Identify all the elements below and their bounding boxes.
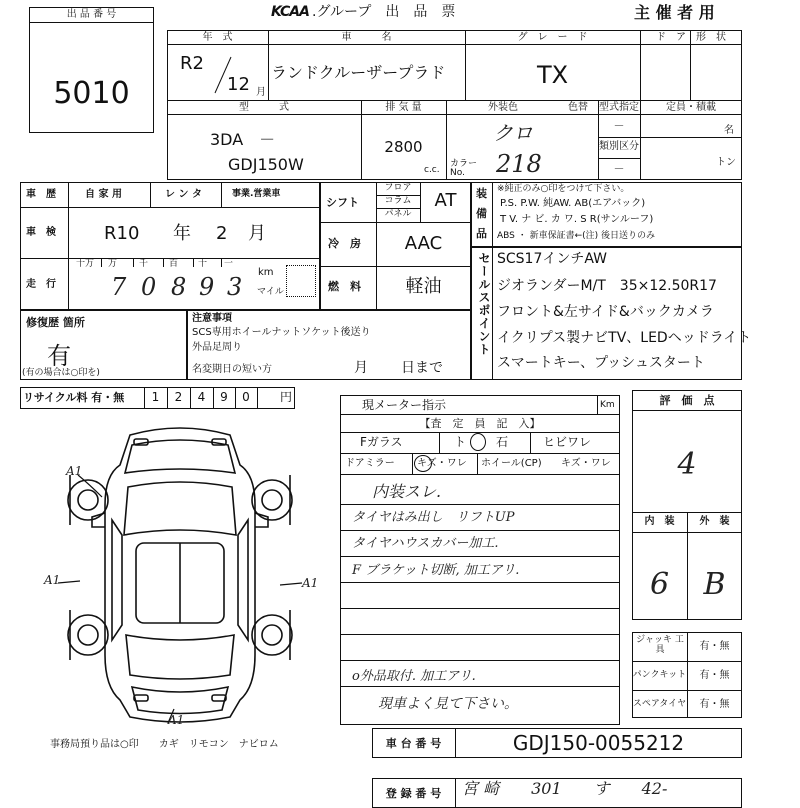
history-rental: レ ン タ	[165, 189, 202, 200]
car-name: ランドクルーザープラド	[271, 63, 446, 82]
inspector-title: 【査 定 員 記 入】	[419, 417, 541, 430]
remark-line: 内装スレ.	[372, 482, 442, 501]
mileage-digit: 3	[227, 273, 243, 301]
shaken-year-mark: 年	[173, 223, 191, 244]
lot-number: 5010	[53, 76, 130, 111]
class-label: 類別区分	[599, 141, 639, 152]
digit-label: 千	[139, 259, 149, 269]
history-label: 車 歴	[26, 189, 56, 200]
exterior-score: B	[703, 567, 726, 602]
remark-line: タイヤはみ出し リフトUP	[352, 510, 515, 525]
displacement-label: 排 気 量	[385, 102, 422, 113]
sales-point-item: イクリプス製ナビTV、LEDヘッドライト	[497, 330, 752, 346]
organizer-label: 主 催 者 用	[634, 3, 715, 22]
equipment-note: ※純正のみ○印をつけて下さい。	[497, 184, 630, 194]
history-business: 事業.営業車	[232, 189, 281, 199]
ac-label: 冷 房	[328, 237, 361, 250]
remark-line: o外品取付. 加工アリ.	[352, 669, 476, 684]
notes-month-mark: 月	[354, 360, 368, 376]
equipment-line-1: P.S. P.W. 純AW. AB(エアバック)	[500, 198, 646, 209]
mirror-circle-mark	[414, 455, 432, 472]
model-prefix: 3DA －	[210, 130, 276, 149]
exterior-color: クロ	[493, 121, 533, 145]
damage-mark: A1	[66, 464, 83, 478]
sales-point-item: SCS17インチAW	[497, 251, 608, 267]
jack-label: ジャッキ 工 具	[636, 635, 693, 655]
recycle-digit: 1	[151, 390, 160, 404]
notes-line-2: 外品足周り	[192, 342, 242, 353]
shift-label: シフト	[326, 196, 359, 209]
wheel-label: ホイール(CP)	[481, 458, 542, 469]
repair-label: 修復歴 箇所	[26, 316, 85, 329]
exterior-color-label: 外装色	[488, 102, 518, 113]
damage-mark: A1	[168, 713, 185, 727]
displacement: 2800	[384, 138, 423, 156]
person-unit: 名	[724, 125, 734, 136]
mileage-label: 走 行	[26, 279, 56, 290]
door-type-label: ド ア 形 状	[656, 32, 726, 43]
fuel-value: 軽油	[405, 276, 442, 297]
capacity-label: 定員・積載	[666, 102, 716, 113]
notes-label: 注意事項	[192, 313, 232, 324]
registration-label: 登 録 番 号	[385, 787, 442, 800]
remark-line: 現車よく見て下さい。	[378, 696, 518, 712]
color-change-label: 色替	[568, 102, 588, 113]
repair-note: (有の場合は○印を)	[22, 368, 100, 378]
color-code-label: カラー No.	[450, 159, 478, 178]
ac-value: AAC	[404, 233, 443, 254]
glass-label: Fガラス	[360, 435, 403, 449]
digit-label: 百	[169, 259, 179, 269]
shift-option-panel: パネル	[384, 209, 412, 219]
damage-mark: A1	[44, 573, 61, 587]
shaken-label: 車 検	[26, 227, 56, 238]
mileage-digit: 7	[111, 273, 127, 301]
sales-point-item: ジオランダーM/T 35×12.50R17	[497, 278, 717, 294]
interior-label: 内 装	[644, 516, 675, 527]
mirror-options: キズ・ワレ	[417, 458, 467, 469]
car-name-label: 車 名	[341, 32, 392, 43]
mile-checkbox	[286, 265, 316, 297]
digit-label: 万	[108, 259, 118, 269]
km-unit: km	[258, 267, 274, 278]
remark-line: F ブラケット切断, 加工アリ.	[352, 563, 520, 578]
notes-day-mark: 日まで	[401, 360, 443, 376]
ton-unit: トン	[716, 157, 736, 168]
digit-label: 十万	[76, 259, 95, 269]
glass-option-crack: ト	[454, 435, 467, 449]
grade: TX	[536, 61, 569, 89]
sales-point-item: スマートキー、プッシュスタート	[497, 355, 705, 371]
shift-option-column: コラム	[384, 196, 412, 206]
digit-label: 一	[224, 259, 234, 269]
shift-option-floor: フロア	[384, 183, 412, 193]
equipment-label-char: 備	[476, 207, 487, 220]
recycle-digit: 4	[197, 390, 206, 404]
interior-score: 6	[649, 567, 670, 602]
mirror-label: ドアミラー	[345, 458, 395, 469]
shift-value: AT	[434, 190, 457, 211]
jack-yes-no: 有・無	[699, 641, 730, 652]
mileage-digit: 0	[141, 273, 157, 301]
recycle-digit: 0	[242, 390, 250, 404]
history-private: 自 家 用	[85, 189, 122, 200]
registration-number: 宮 崎 301 す 42-	[462, 779, 668, 798]
mileage-digit: 8	[171, 273, 187, 301]
score-label: 評 価 点	[659, 394, 715, 407]
remark-line: タイヤハウスカバー加工.	[352, 536, 499, 551]
year-era: R2	[180, 53, 204, 74]
puncture-kit-yes-no: 有・無	[699, 670, 730, 681]
equipment-line-3: ABS ・ 新車保証書←(注) 後日送りのみ	[497, 231, 656, 241]
cc-unit: c.c.	[424, 165, 440, 175]
sales-points-label: セールスポイント	[477, 252, 491, 356]
class-dash: －	[613, 162, 625, 175]
shaken-era: R10	[104, 223, 140, 244]
diagram-footer: 事務局預り品は○印 カギ リモコン ナビロム	[50, 739, 279, 750]
model-code: GDJ150W	[228, 155, 304, 174]
equipment-label-char: 装	[476, 187, 487, 200]
shaken-month-mark: 月	[248, 223, 266, 244]
year-label: 年 式	[202, 32, 233, 43]
sales-point-item: フロント&左サイド&バックカメラ	[497, 304, 714, 320]
equipment-line-2: T V. ナ ビ. カ ワ. S R(サンルーフ)	[500, 214, 654, 225]
grade-label: グ レ ー ド	[517, 32, 588, 43]
notes-line-1: SCS専用ホイールナットソケット後送り	[192, 327, 371, 338]
meter-label: 現メーター指示	[362, 398, 447, 412]
recycle-label: リサイクル料 有・無	[23, 391, 125, 404]
glass-circle-mark	[470, 433, 486, 451]
damage-mark: A1	[302, 576, 319, 590]
shaken-month: 2	[216, 223, 228, 244]
wheel-options: キズ・ワレ	[561, 458, 611, 469]
recycle-yen: 円	[280, 390, 293, 404]
type-designation-dash: －	[613, 119, 625, 132]
mile-unit: マイル	[257, 287, 284, 297]
spare-tire-yes-no: 有・無	[699, 699, 730, 710]
chassis-label: 車 台 番 号	[385, 737, 442, 750]
mileage-digits	[73, 259, 253, 309]
lot-number-box	[29, 7, 154, 133]
form-title: .グループ 出 品 票	[312, 4, 456, 20]
digit-label: 十	[198, 259, 208, 269]
lot-number-label: 出 品 番 号	[66, 9, 117, 20]
glass-option-stone: 石	[496, 435, 509, 449]
glass-option-fracture: ヒビワレ	[543, 435, 592, 449]
puncture-kit-label: パンクキット	[632, 670, 687, 680]
color-code: 218	[496, 150, 542, 178]
chassis-number: GDJ150-0055212	[512, 731, 685, 755]
equipment-label-char: 品	[476, 227, 487, 240]
recycle-digit: 9	[220, 390, 228, 404]
brand-logo: KCAA	[271, 4, 309, 20]
mileage-digit: 9	[199, 273, 215, 301]
notes-expiry-label: 名変期日の短い方	[192, 364, 272, 375]
meter-unit: Km	[600, 400, 615, 410]
type-designation-label: 型式指定	[599, 102, 639, 113]
year-month-mark: 月	[256, 87, 266, 98]
repair-value: 有	[47, 342, 71, 370]
model-label: 型 式	[239, 102, 289, 113]
overall-score: 4	[677, 447, 697, 482]
exterior-label: 外 装	[699, 516, 730, 527]
year-month: 12	[227, 74, 250, 95]
recycle-digit: 2	[174, 390, 183, 404]
spare-tire-label: スペアタイヤ	[632, 699, 687, 709]
fuel-label: 燃 料	[328, 280, 361, 293]
